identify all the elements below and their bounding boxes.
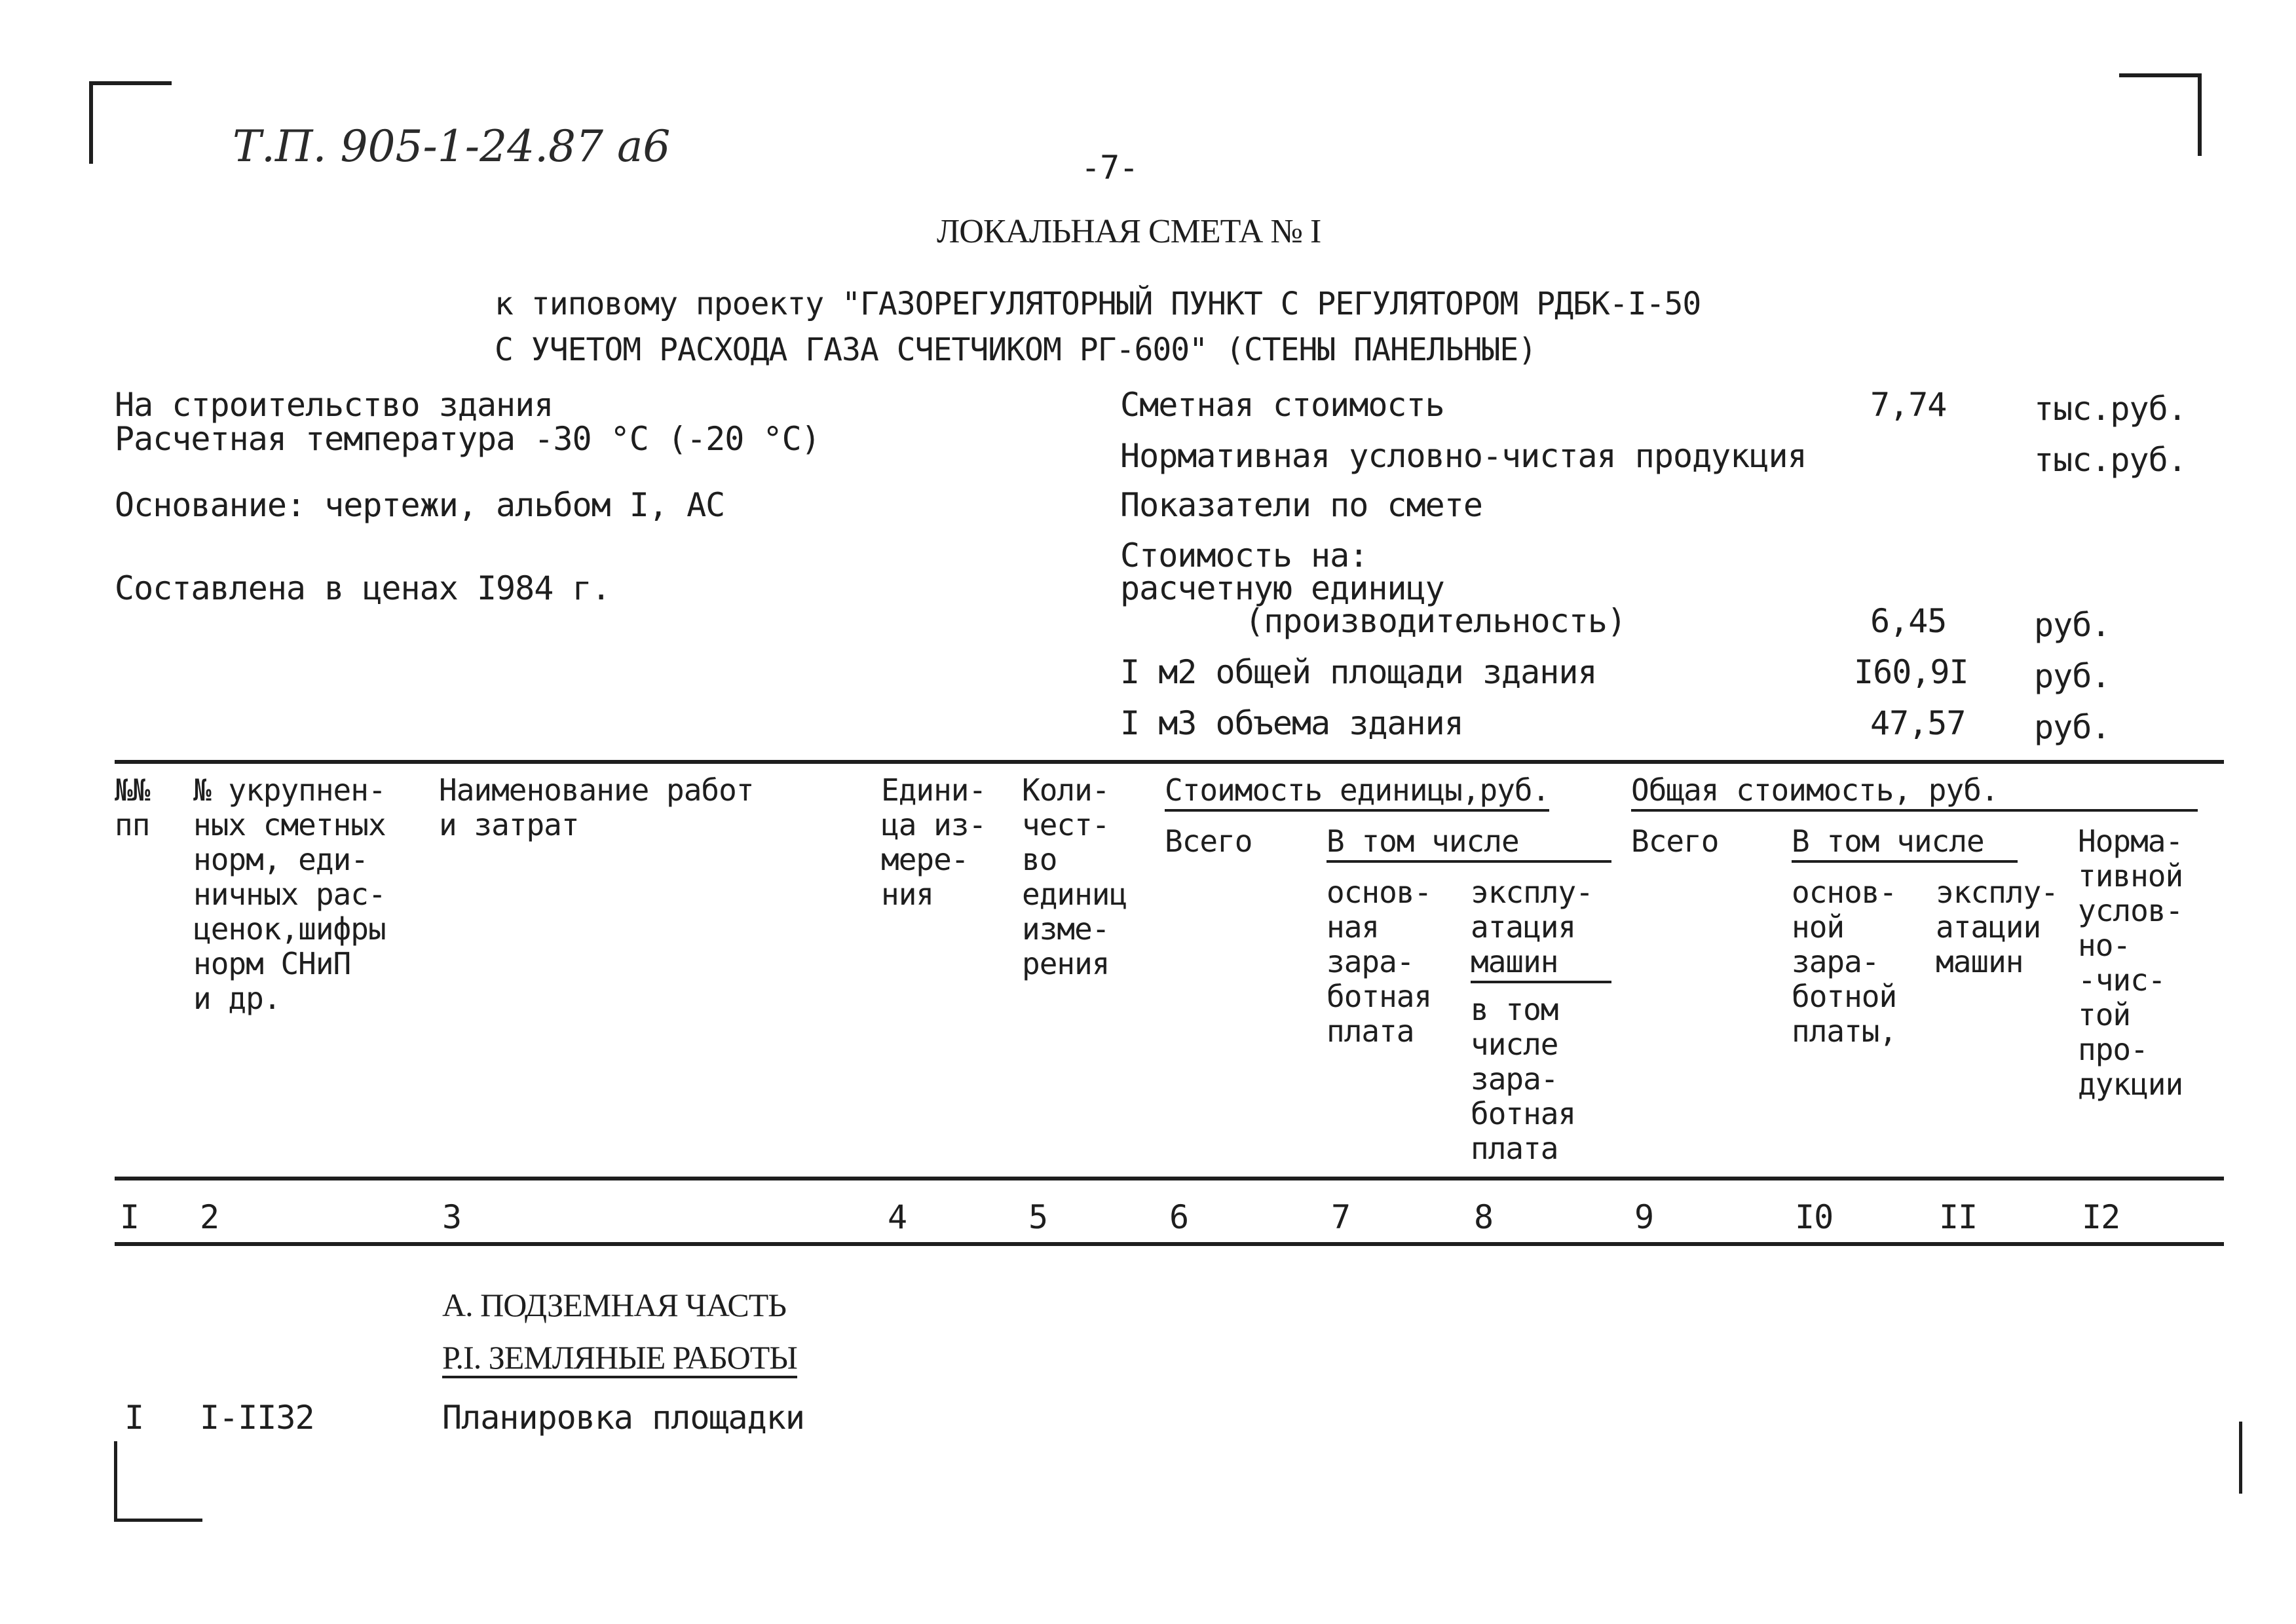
section-title: А. ПОДЗЕМНАЯ ЧАСТЬ — [442, 1287, 787, 1323]
calc-unit-value: 6,45 — [1870, 602, 1947, 640]
header-col-num: №№ пп — [115, 772, 150, 842]
cost-unit: тыс.руб. — [2034, 390, 2187, 428]
header-col-unit-wages: основ- ная зара- ботная плата — [1327, 875, 1432, 1049]
column-number: 7 — [1331, 1198, 1351, 1236]
m3-value: 47,57 — [1870, 704, 1966, 742]
header-col-code: № укрупнен- ных сметных норм, еди- ничных рас- ценок,шифры норм СНиП и др. — [193, 772, 386, 1016]
header-group-total-cost: Общая стоимость, руб. — [1631, 773, 2198, 812]
column-number: 8 — [1474, 1198, 1494, 1236]
m2-unit: руб. — [2034, 657, 2111, 695]
column-number: 5 — [1028, 1198, 1048, 1236]
cost-label: Сметная стоимость — [1120, 386, 1444, 424]
info-prices: Составлена в ценах I984 г. — [115, 569, 611, 607]
m3-label: I м3 объема здания — [1120, 704, 1463, 742]
norm-unit: тыс.руб. — [2034, 441, 2187, 479]
row-code: I-II32 — [200, 1399, 314, 1437]
header-total-incl: В том числе — [1792, 824, 2018, 863]
calc-unit-label: расчетную единицу — [1120, 569, 1444, 607]
column-number: I0 — [1795, 1198, 1834, 1236]
side-mark-right — [2239, 1422, 2242, 1494]
header-col-unit-machines: эксплу- атация машин — [1471, 875, 1611, 983]
info-basis: Основание: чертежи, альбом I, АС — [115, 486, 725, 524]
column-number: 2 — [200, 1198, 219, 1236]
header-unit-incl: В том числе — [1327, 824, 1611, 863]
row-number: I — [124, 1399, 144, 1437]
header-col-total: Всего — [1631, 823, 1719, 859]
header-col-norm-product: Норма- тивной услов- но- -чис- той про- дукции — [2078, 823, 2183, 1102]
header-col-name: Наименование работ и затрат — [439, 772, 754, 842]
page-number: -7- — [1081, 149, 1139, 187]
indicators-label: Показатели по смете — [1120, 486, 1482, 524]
header-col-total-machines: эксплу- атации машин — [1936, 875, 2058, 979]
header-col-unit: Едини- ца из- мере- ния — [881, 772, 987, 912]
m2-label: I м2 общей площади здания — [1120, 653, 1597, 691]
m2-value: I60,9I — [1854, 653, 1968, 691]
corner-mark-top-left — [89, 81, 172, 164]
m3-unit: руб. — [2034, 708, 2111, 746]
header-col-quantity: Коли- чест- во единиц изме- рения — [1022, 772, 1127, 981]
subtitle-line-1: к типовому проекту "ГАЗОРЕГУЛЯТОРНЫЙ ПУНКТ С РЕГУЛЯТОРОМ РДБК-I-50 — [495, 286, 1701, 322]
table-top-rule — [115, 760, 2224, 764]
header-col-unit-machines-wages: в том числе зара- ботная плата — [1471, 992, 1576, 1166]
document-title: ЛОКАЛЬНАЯ СМЕТА № I — [937, 213, 1321, 250]
column-number: II — [1939, 1198, 1978, 1236]
column-numbers-rule — [115, 1242, 2224, 1246]
row-work-name: Планировка площадки — [442, 1399, 804, 1437]
corner-mark-top-right — [2119, 73, 2202, 156]
column-number: 9 — [1634, 1198, 1654, 1236]
calc-unit-unit: руб. — [2034, 606, 2111, 644]
subsection-title: Р.I. ЗЕМЛЯНЫЕ РАБОТЫ — [442, 1340, 797, 1378]
column-number: 6 — [1169, 1198, 1189, 1236]
cost-value: 7,74 — [1870, 386, 1947, 424]
header-col-unit-total: Всего — [1165, 823, 1252, 859]
subtitle-line-2: С УЧЕТОМ РАСХОДА ГАЗА СЧЕТЧИКОМ РГ-600" (СТЕНЫ ПАНЕЛЬНЫЕ) — [495, 331, 1537, 368]
productivity-label: (производительность) — [1245, 602, 1627, 640]
document-code: Т.П. 905-1-24.87 а6 — [233, 121, 671, 172]
header-group-unit-cost: Стоимость единицы,руб. — [1165, 773, 1549, 812]
column-number: I — [120, 1198, 140, 1236]
cost-per-label: Стоимость на: — [1120, 537, 1368, 575]
corner-mark-bottom-left — [114, 1441, 202, 1522]
norm-label: Нормативная условно-чистая продукция — [1120, 437, 1807, 475]
table-header-bottom-rule — [115, 1177, 2224, 1180]
column-number: 3 — [442, 1198, 462, 1236]
info-temperature: Расчетная температура -30 °С (-20 °С) — [115, 420, 820, 458]
column-number: I2 — [2082, 1198, 2120, 1236]
column-number: 4 — [888, 1198, 907, 1236]
info-building: На строительство здания — [115, 386, 554, 424]
header-col-total-wages: основ- ной зара- ботной платы, — [1792, 875, 1897, 1049]
